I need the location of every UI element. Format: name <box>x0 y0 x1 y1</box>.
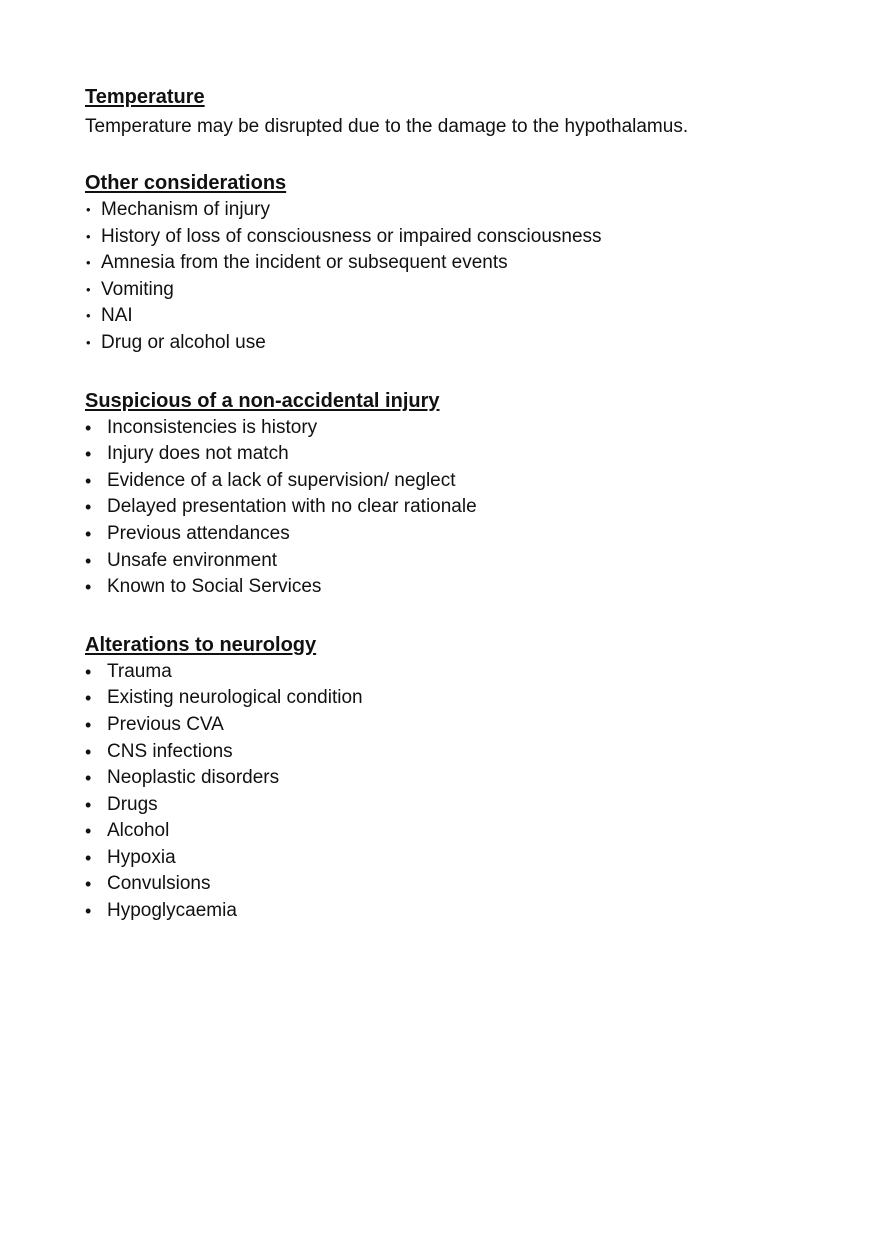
list-item-text: NAI <box>101 305 133 327</box>
other-considerations-section <box>85 170 845 357</box>
list-item-text: Injury does not match <box>107 443 289 465</box>
other-considerations-list <box>85 197 845 357</box>
list-item <box>85 197 845 224</box>
temperature-text: Temperature may be disrupted due to the damage to the hypothalamus. <box>85 116 689 137</box>
list-item-text: Unsafe environment <box>107 549 278 571</box>
list-item-text: Vomiting <box>101 278 174 300</box>
list-item-text: Evidence of a lack of supervision/ neglect <box>107 469 456 491</box>
alterations-to-neurology-list <box>85 659 845 925</box>
bullet-icon: • <box>85 821 92 842</box>
list-item-text: Hypoglycaemia <box>107 900 237 922</box>
list-item-text: Amnesia from the incident or subsequent events <box>101 252 508 274</box>
list-item <box>85 303 845 330</box>
list-item-text: Previous attendances <box>107 522 290 544</box>
alterations-to-neurology-heading: Alterations to neurology <box>85 633 317 656</box>
bullet-icon: • <box>85 714 92 735</box>
bullet-icon: • <box>85 661 92 682</box>
list-item <box>85 818 845 845</box>
bullet-icon: • <box>86 281 91 297</box>
list-item-text: Drugs <box>107 793 158 815</box>
alterations-to-neurology-section <box>85 632 845 925</box>
list-item-text: Drug or alcohol use <box>101 331 266 353</box>
bullet-icon: • <box>85 417 92 438</box>
non-accidental-injury-section <box>85 388 845 601</box>
list-item-text: Delayed presentation with no clear rationale <box>107 496 477 518</box>
list-item <box>85 494 845 521</box>
bullet-icon: • <box>85 577 92 598</box>
list-item <box>85 685 845 712</box>
bullet-icon: • <box>85 901 92 922</box>
other-considerations-heading: Other considerations <box>85 172 287 194</box>
list-item <box>85 792 845 819</box>
list-item <box>85 521 845 548</box>
list-item-text: Trauma <box>107 660 172 682</box>
list-item-text: Alcohol <box>107 820 170 842</box>
bullet-icon: • <box>85 874 92 895</box>
list-item <box>85 548 845 575</box>
list-item <box>85 250 845 277</box>
list-item-text: Neoplastic disorders <box>107 767 280 789</box>
list-item-text: Convulsions <box>107 873 211 895</box>
list-item <box>85 712 845 739</box>
list-item <box>85 845 845 872</box>
bullet-icon: • <box>85 794 92 815</box>
list-item-text: Known to Social Services <box>107 576 322 598</box>
bullet-icon: • <box>86 334 91 350</box>
list-item <box>85 659 845 686</box>
bullet-icon: • <box>85 523 92 544</box>
list-item <box>85 739 845 766</box>
list-item <box>85 330 845 357</box>
list-item-text: History of loss of consciousness or impaired consciousness <box>101 225 602 247</box>
list-item-text: Inconsistencies is history <box>107 416 318 438</box>
bullet-icon: • <box>85 497 92 518</box>
list-item <box>85 574 845 601</box>
temperature-section <box>85 84 845 140</box>
list-item <box>85 224 845 251</box>
bullet-icon: • <box>85 768 92 789</box>
list-item-text: CNS infections <box>107 740 233 762</box>
list-item <box>85 441 845 468</box>
bullet-icon: • <box>85 470 92 491</box>
bullet-icon: • <box>85 688 92 709</box>
bullet-icon: • <box>86 228 91 244</box>
non-accidental-injury-list <box>85 415 845 601</box>
list-item <box>85 468 845 495</box>
list-item-text: Mechanism of injury <box>101 199 270 220</box>
list-item <box>85 277 845 304</box>
bullet-icon: • <box>86 308 91 324</box>
list-item <box>85 871 845 898</box>
list-item <box>85 415 845 442</box>
bullet-icon: • <box>85 847 92 868</box>
bullet-icon: • <box>86 202 91 217</box>
non-accidental-injury-heading: Suspicious of a non-accidental injury <box>85 389 440 412</box>
list-item-text: Previous CVA <box>107 713 224 735</box>
bullet-icon: • <box>85 741 92 762</box>
list-item <box>85 765 845 792</box>
bullet-icon: • <box>85 550 92 571</box>
temperature-heading: Temperature <box>85 86 205 108</box>
list-item-text: Existing neurological condition <box>107 687 363 709</box>
bullet-icon: • <box>85 444 92 465</box>
bullet-icon: • <box>86 255 91 271</box>
document-page <box>85 84 845 925</box>
list-item-text: Hypoxia <box>107 846 176 868</box>
list-item <box>85 898 845 925</box>
